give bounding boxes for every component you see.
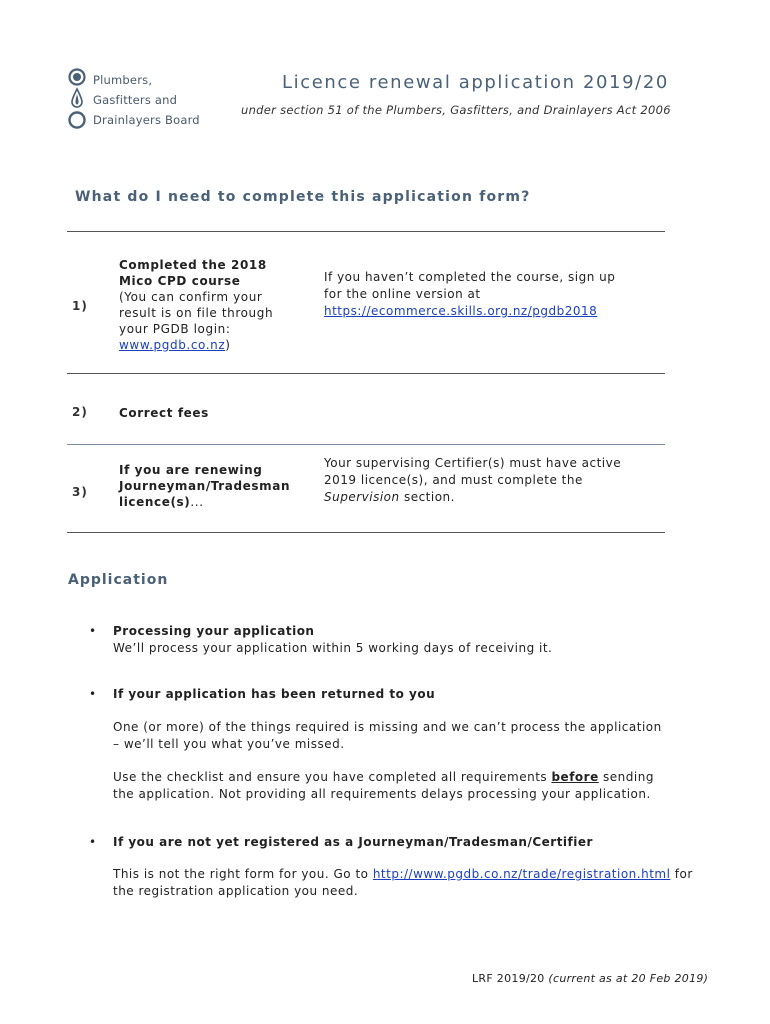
row-3-number: 3) [72,485,88,499]
row-3-note [324,455,621,506]
cpd-course-link[interactable]: https://ecommerce.skills.org.nz/pgdb2018 [324,304,598,318]
row-1-note [324,269,615,320]
row-3-item [119,462,290,510]
bullet-3-para-a: This is not the right form for you. Go to [113,867,373,881]
page-title: Licence renewal application 2019/20 [282,72,669,93]
row-2-divider [67,444,665,445]
bullet-2-icon: • [89,687,97,701]
form-date-note: (current as at 20 Feb 2019) [548,972,709,985]
row-2-number: 2) [72,405,88,419]
row-3-item-bold-3: licence(s) [119,495,191,509]
bullet-2 [113,686,698,803]
row-1-item-link-line [119,337,273,353]
bullet-2-para-2-a: Use the checklist and ensure you have completed all requirements [113,770,552,784]
row-1-number: 1) [72,299,88,313]
row-3-note-line-1: Your supervising Certifier(s) must have active [324,456,622,470]
bullet-3-para-b: for [670,867,693,881]
page-subtitle: under section 51 of the Plumbers, Gasfitters, and Drainlayers Act 2006 [241,103,671,117]
row-1-item-line-3: your PGDB login: [119,322,231,336]
logo-line-1: Plumbers, [93,73,153,87]
table-top-divider [67,231,665,232]
bullet-1-title: Processing your application [113,624,315,638]
bullet-3-icon: • [89,835,97,849]
logo-mark-icon [66,68,88,130]
row-3-note-line-2: 2019 licence(s), and must complete the [324,473,583,487]
bullet-3-para-c: the registration application you need. [113,884,359,898]
row-2-item: Correct fees [119,406,209,420]
form-footer [472,972,708,985]
row-1-item-line-2: result is on file through [119,306,274,320]
bullet-1 [113,623,698,657]
bullet-3-title: If you are not yet registered as a Journeyman/Tradesman/Certifier [113,835,593,849]
row-3-note-rest: section. [399,490,455,504]
row-3-item-suffix: ... [190,495,204,509]
bullet-3 [113,834,698,900]
bullet-1-text: We’ll process your application within 5 working days of receiving it. [113,641,553,655]
row-1-item-bold-2: Mico CPD course [119,274,241,288]
logo-text [93,70,200,130]
pgdb-login-link[interactable]: www.pgdb.co.nz [119,338,226,352]
row-3-note-italic: Supervision [324,490,400,504]
row-1-item-bold-1: Completed the 2018 [119,258,267,272]
bullet-2-para-1 [113,719,698,753]
row-1-item-link-suffix: ) [225,338,231,352]
bullet-1-icon: • [89,624,97,638]
row-1-divider [67,373,665,374]
table-bottom-divider [67,532,665,533]
bullet-2-title: If your application has been returned to you [113,687,436,701]
row-1-item [119,257,273,353]
registration-link[interactable]: http://www.pgdb.co.nz/trade/registration.html [372,867,671,881]
logo-line-2: Gasfitters and [93,93,178,107]
bullet-2-para-2-bold: before [551,770,599,784]
pgdb-logo [66,68,226,130]
bullet-2-para-2-c: the application. Not providing all requirements delays processing your application. [113,787,651,801]
application-heading: Application [68,572,169,588]
bullet-3-para [113,866,698,900]
bullet-2-para-1-line-1: One (or more) of the things required is missing and we can’t process the application [113,720,662,734]
row-1-item-line-1: (You can confirm your [119,290,263,304]
bullet-2-para-1-line-2: – we’ll tell you what you’ve missed. [113,737,345,751]
row-3-item-bold-1: If you are renewing [119,463,263,477]
row-3-item-bold-2: Journeyman/Tradesman [119,479,291,493]
requirements-heading: What do I need to complete this application form? [75,189,531,205]
form-code: LRF 2019/20 [472,972,549,985]
row-1-note-line-2: for the online version at [324,287,481,301]
row-1-note-line-1: If you haven’t completed the course, sign up [324,270,616,284]
logo-line-3: Drainlayers Board [93,113,200,127]
bullet-2-para-2 [113,769,698,803]
bullet-2-para-2-b: sending [598,770,654,784]
